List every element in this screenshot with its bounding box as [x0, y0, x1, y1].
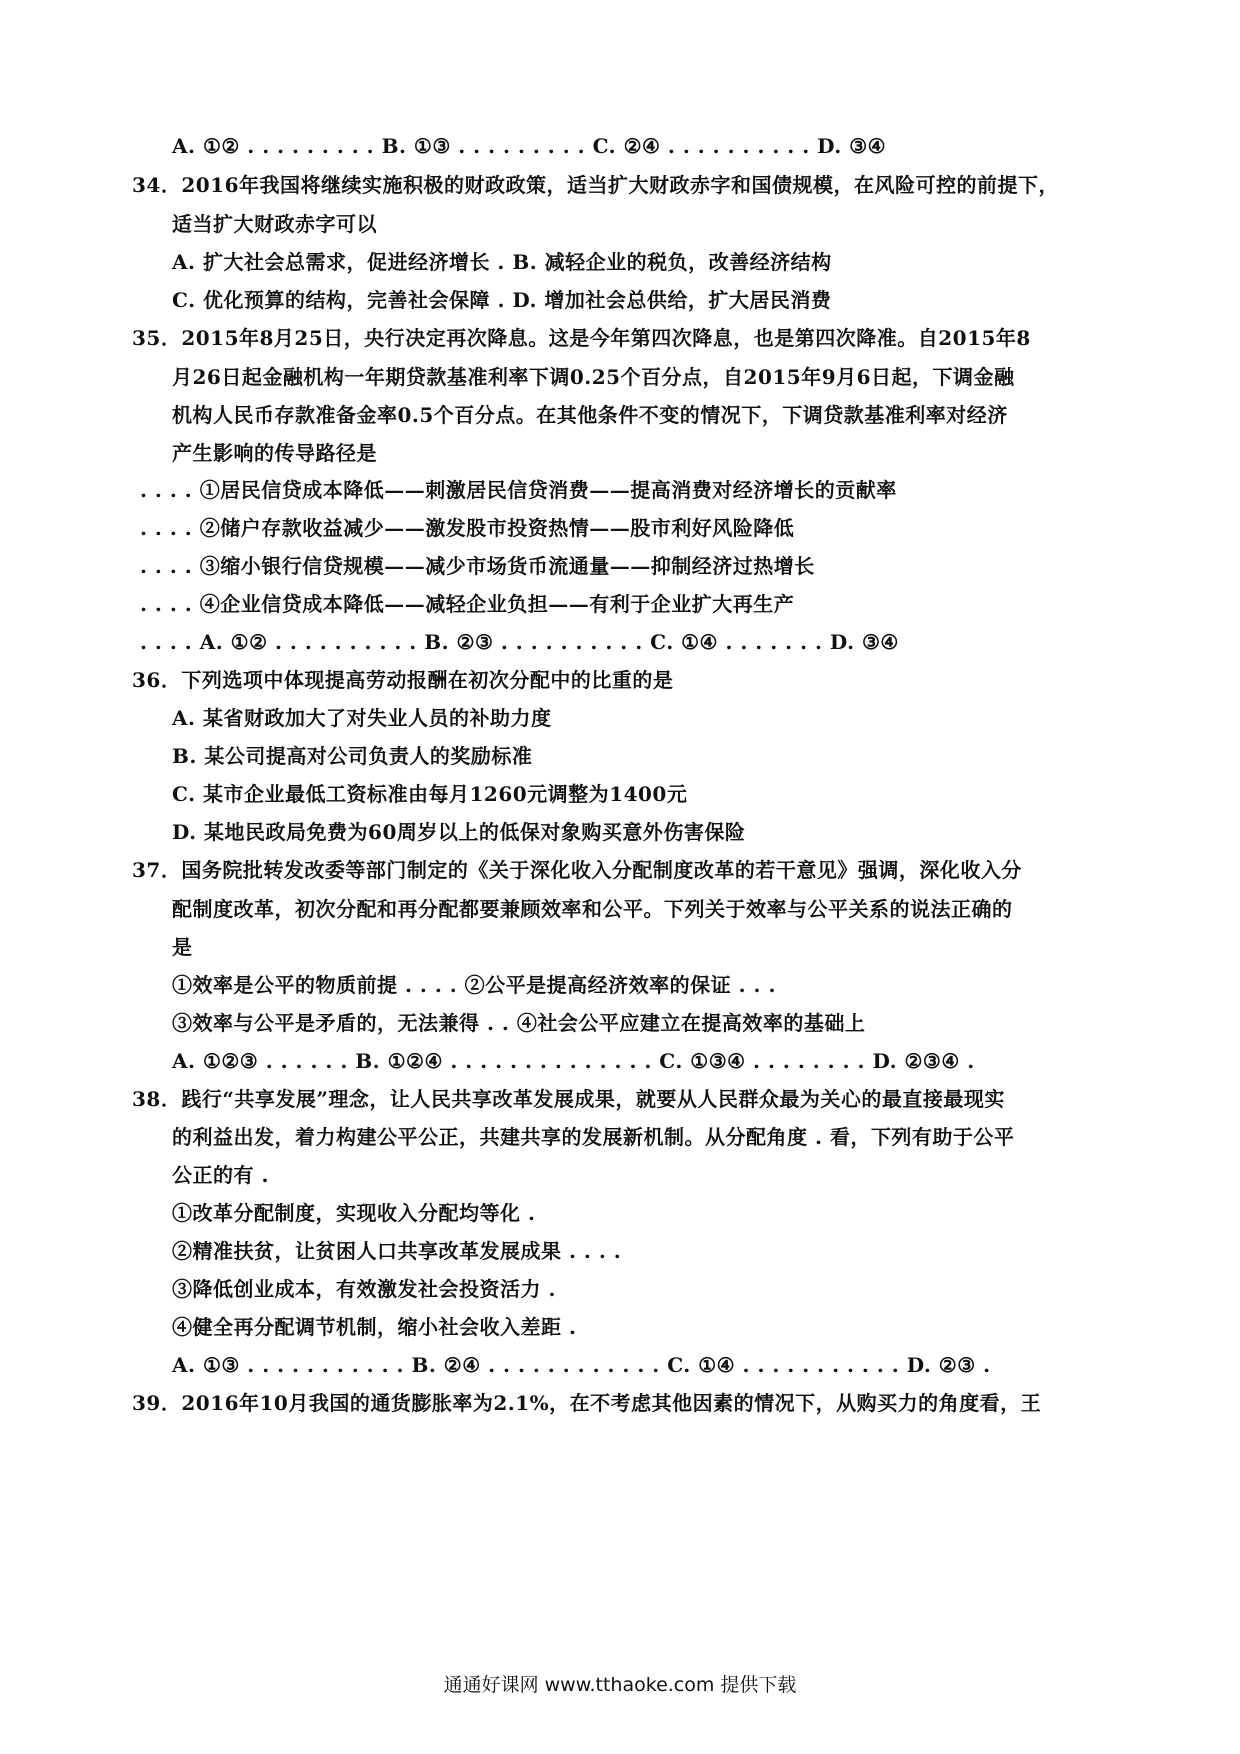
- question-35-item-3: . . . . ③缩小银行信贷规模——减少市场货币流通量——抑制经济过热增长: [140, 554, 815, 578]
- question-38-item-4: ④健全再分配调节机制，缩小社会收入差距 .: [172, 1315, 577, 1339]
- question-37-options: A. ①②③ . . . . . . B. ①②④ . . . . . . . . . . . . . . C. ①③④ . . . . . . . . D. ②③④ .: [172, 1049, 975, 1073]
- question-38-stem: 38．践行“共享发展”理念，让人民共享改革发展成果，就要从人民群众最为关心的最直接最现实: [132, 1087, 1005, 1111]
- question-38-item-2: ②精准扶贫，让贫困人口共享改革发展成果 . . . .: [172, 1239, 622, 1263]
- question-35-stem: 35．2015年8月25日，央行决定再次降息。这是今年第四次降息，也是第四次降准。自2015年8: [132, 326, 1031, 350]
- question-36-stem: 36．下列选项中体现提高劳动报酬在初次分配中的比重的是: [132, 668, 674, 692]
- question-35-stem-cont-1: 月26日起金融机构一年期贷款基准利率下调0.25个百分点，自2015年9月6日起，下调金融: [172, 365, 1015, 389]
- question-38-stem-cont-1: 的利益出发，着力构建公平公正，共建共享的发展新机制。从分配角度 . 看，下列有助于公平: [172, 1125, 1015, 1149]
- question-37-stem-cont-2: 是: [172, 935, 193, 959]
- question-38-stem-cont-2: 公正的有 .: [172, 1163, 269, 1187]
- question-35-item-1: . . . . ①居民信贷成本降低——刺激居民信贷消费——提高消费对经济增长的贡献率: [140, 478, 897, 502]
- question-36-option-b: B. 某公司提高对公司负责人的奖励标准: [172, 744, 533, 768]
- question-38-item-3: ③降低创业成本，有效激发社会投资活力 .: [172, 1277, 556, 1301]
- question-35-item-2: . . . . ②储户存款收益减少——激发股市投资热情——股市利好风险降低: [140, 516, 795, 540]
- question-38-options: A. ①③ . . . . . . . . . . . B. ②④ . . . . . . . . . . . . C. ①④ . . . . . . . . . . . D. ②③ .: [172, 1353, 991, 1377]
- question-37-items-34: ③效率与公平是矛盾的，无法兼得 . . ④社会公平应建立在提高效率的基础上: [172, 1011, 866, 1035]
- question-34-stem-cont: 适当扩大财政赤字可以: [172, 212, 377, 236]
- question-37-stem-cont-1: 配制度改革，初次分配和再分配都要兼顾效率和公平。下列关于效率与公平关系的说法正确的: [172, 897, 1013, 921]
- answer-options-33: A. ①② . . . . . . . . . B. ①③ . . . . . . . . . C. ②④ . . . . . . . . . . D. ③④: [172, 134, 887, 158]
- question-36-option-d: D. 某地民政局免费为60周岁以上的低保对象购买意外伤害保险: [172, 820, 746, 844]
- question-34-options-ab: A. 扩大社会总需求，促进经济增长 . B. 减轻企业的税负，改善经济结构: [172, 250, 832, 274]
- question-37-items-12: ①效率是公平的物质前提 . . . . ②公平是提高经济效率的保证 . . .: [172, 973, 776, 997]
- question-38-item-1: ①改革分配制度，实现收入分配均等化 .: [172, 1201, 536, 1225]
- page-footer: 通通好课网 www.tthaoke.com 提供下载: [443, 1674, 797, 1696]
- question-37-stem: 37．国务院批转发改委等部门制定的《关于深化收入分配制度改革的若干意见》强调，深化收入分: [132, 858, 1022, 882]
- question-35-stem-cont-3: 产生影响的传导路径是: [172, 441, 377, 465]
- question-35-stem-cont-2: 机构人民币存款准备金率0.5个百分点。在其他条件不变的情况下，下调贷款基准利率对经济: [172, 403, 1008, 427]
- question-36-option-a: A. 某省财政加大了对失业人员的补助力度: [172, 706, 552, 730]
- question-35-item-4: . . . . ④企业信贷成本降低——减轻企业负担——有利于企业扩大再生产: [140, 592, 795, 616]
- question-36-option-c: C. 某市企业最低工资标准由每月1260元调整为1400元: [172, 782, 688, 806]
- question-34-options-cd: C. 优化预算的结构，完善社会保障 . D. 增加社会总供给，扩大居民消费: [172, 288, 832, 312]
- question-39-stem: 39．2016年10月我国的通货膨胀率为2.1%，在不考虑其他因素的情况下，从购买力的角度看，王: [132, 1391, 1042, 1415]
- question-34-stem: 34．2016年我国将继续实施积极的财政政策，适当扩大财政赤字和国债规模，在风险可控的前提下，: [132, 173, 1059, 197]
- question-35-options: . . . . A. ①② . . . . . . . . . . B. ②③ . . . . . . . . . . C. ①④ . . . . . . . D. ③④: [140, 630, 899, 654]
